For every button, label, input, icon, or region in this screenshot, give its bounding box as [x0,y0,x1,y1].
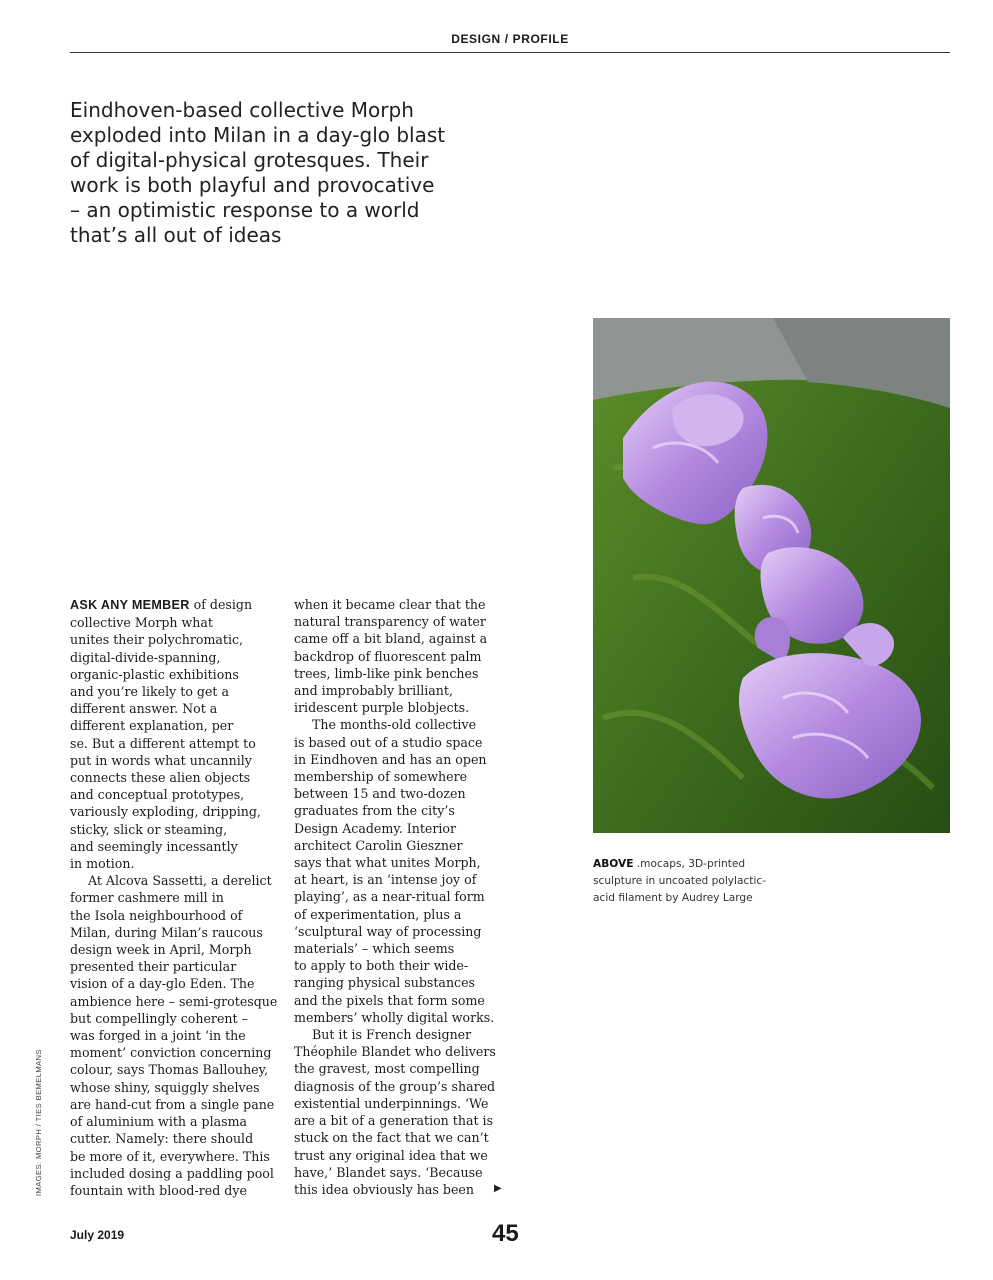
standfirst-line: that’s all out of ideas [70,223,282,247]
body-line: se. But a different attempt to [70,735,256,751]
body-line: but compellingly coherent – [70,1010,248,1026]
standfirst-line: exploded into Milan in a day-glo blast [70,123,446,147]
standfirst [70,98,490,248]
body-line: to apply to both their wide- [294,958,469,974]
body-line: and conceptual prototypes, [70,787,245,803]
body-line: materials’ – which seems [294,941,455,957]
body-line: at heart, is an ‘intense joy of [294,872,477,888]
body-line: says that what unites Morph, [294,855,481,871]
body-line: presented their particular [70,959,237,975]
standfirst-line: – an optimistic response to a world [70,198,420,222]
body-line: be more of it, everywhere. This [70,1148,270,1164]
body-line: ambience here – semi-grotesque [70,993,278,1009]
section-header: DESIGN / PROFILE [451,32,569,46]
body-line: colour, says Thomas Ballouhey, [70,1062,269,1078]
body-line: included dosing a paddling pool [70,1165,274,1181]
body-line: are hand-cut from a single pane [70,1096,275,1112]
sculpture-photo-illustration [593,318,950,833]
lead-in: ASK ANY MEMBER [70,598,190,612]
body-line: At Alcova Sassetti, a derelict [88,873,272,889]
body-line: connects these alien objects [70,770,251,786]
body-line: different answer. Not a [70,701,218,717]
body-line: is based out of a studio space [294,734,483,750]
body-line: iridescent purple blobjects. [294,700,470,716]
body-line: design week in April, Morph [70,942,252,958]
body-line: ‘sculptural way of processing [294,923,482,939]
body-line: and seemingly incessantly [70,838,238,854]
body-line: diagnosis of the group’s shared [294,1078,496,1094]
sculpture-photo [593,318,950,833]
body-line: collective Morph what [70,615,213,631]
body-line: in motion. [70,856,135,872]
body-line: the Isola neighbourhood of [70,907,243,923]
body-line: former cashmere mill in [70,890,224,906]
body-line: digital-divide-spanning, [70,649,221,665]
body-line: in Eindhoven and has an open [294,751,487,767]
body-line: trust any original idea that we [294,1147,488,1163]
body-line: put in words what uncannily [70,752,252,768]
body-line: of experimentation, plus a [294,906,462,922]
body-line: and the pixels that form some [294,992,485,1008]
body-line: whose shiny, squiggly shelves [70,1079,260,1095]
caption-label: ABOVE [593,858,634,870]
body-line: fountain with blood-red dye [70,1182,247,1198]
standfirst-line: Eindhoven-based collective Morph [70,98,414,122]
body-line: backdrop of fluorescent palm [294,648,482,664]
body-text: of design [189,597,253,612]
image-credit: IMAGES: MORPH / TIES BEMELMANS [34,1049,43,1196]
body-line: vision of a day-glo Eden. The [70,976,255,992]
header-rule [70,52,950,53]
body-line: are a bit of a generation that is [294,1113,494,1129]
body-line: membership of somewhere [294,769,468,785]
body-line: playing’, as a near-ritual form [294,889,485,905]
issue-date: July 2019 [70,1228,125,1242]
body-line: sticky, slick or steaming, [70,821,228,837]
body-line: different explanation, per [70,718,234,734]
body-line: and you’re likely to get a [70,684,229,700]
body-line: But it is French designer [312,1027,472,1043]
continue-arrow-icon: ▶ [494,1183,502,1194]
body-line [70,596,280,614]
body-line: unites their polychromatic, [70,632,244,648]
body-line: The months-old collective [312,717,477,733]
body-line: have,’ Blandet says. ‘Because [294,1164,483,1180]
body-line: ranging physical substances [294,975,476,991]
body-line: moment’ conviction concerning [70,1045,272,1061]
caption-line: sculpture in uncoated polylactic- [593,875,767,887]
photo-caption [593,856,793,907]
caption-text: .mocaps, 3D-printed [633,858,746,870]
body-line: Design Academy. Interior [294,820,457,836]
standfirst-line: of digital-physical grotesques. Their [70,148,429,172]
body-line: stuck on the fact that we can’t [294,1130,489,1146]
body-line: when it became clear that the [294,597,486,612]
body-line: existential underpinnings. ‘We [294,1095,489,1111]
caption-line [593,856,793,873]
body-line: between 15 and two-dozen [294,786,466,802]
body-line: cutter. Namely: there should [70,1131,254,1147]
body-line: came off a bit bland, against a [294,631,488,647]
body-line: variously exploding, dripping, [70,804,261,820]
body-line: and improbably brilliant, [294,683,453,699]
body-line: trees, limb-like pink benches [294,665,479,681]
body-line: graduates from the city’s [294,803,455,819]
body-line: organic-plastic exhibitions [70,666,239,682]
body-line: this idea obviously has been [294,1181,474,1197]
body-line: of aluminium with a plasma [70,1114,248,1130]
page-number: 45 [492,1220,519,1247]
caption-line: acid filament by Audrey Large [593,892,753,904]
body-line: was forged in a joint ‘in the [70,1028,246,1044]
body-column-1 [70,596,280,1199]
body-line: architect Carolin Gieszner [294,837,463,853]
body-column-2 [294,596,504,1198]
body-line: Milan, during Milan’s raucous [70,924,263,940]
body-line: members’ wholly digital works. [294,1009,495,1025]
body-line: Théophile Blandet who delivers [294,1044,496,1060]
body-line: natural transparency of water [294,614,486,630]
body-line: the gravest, most compelling [294,1061,480,1077]
standfirst-line: work is both playful and provocative [70,173,435,197]
